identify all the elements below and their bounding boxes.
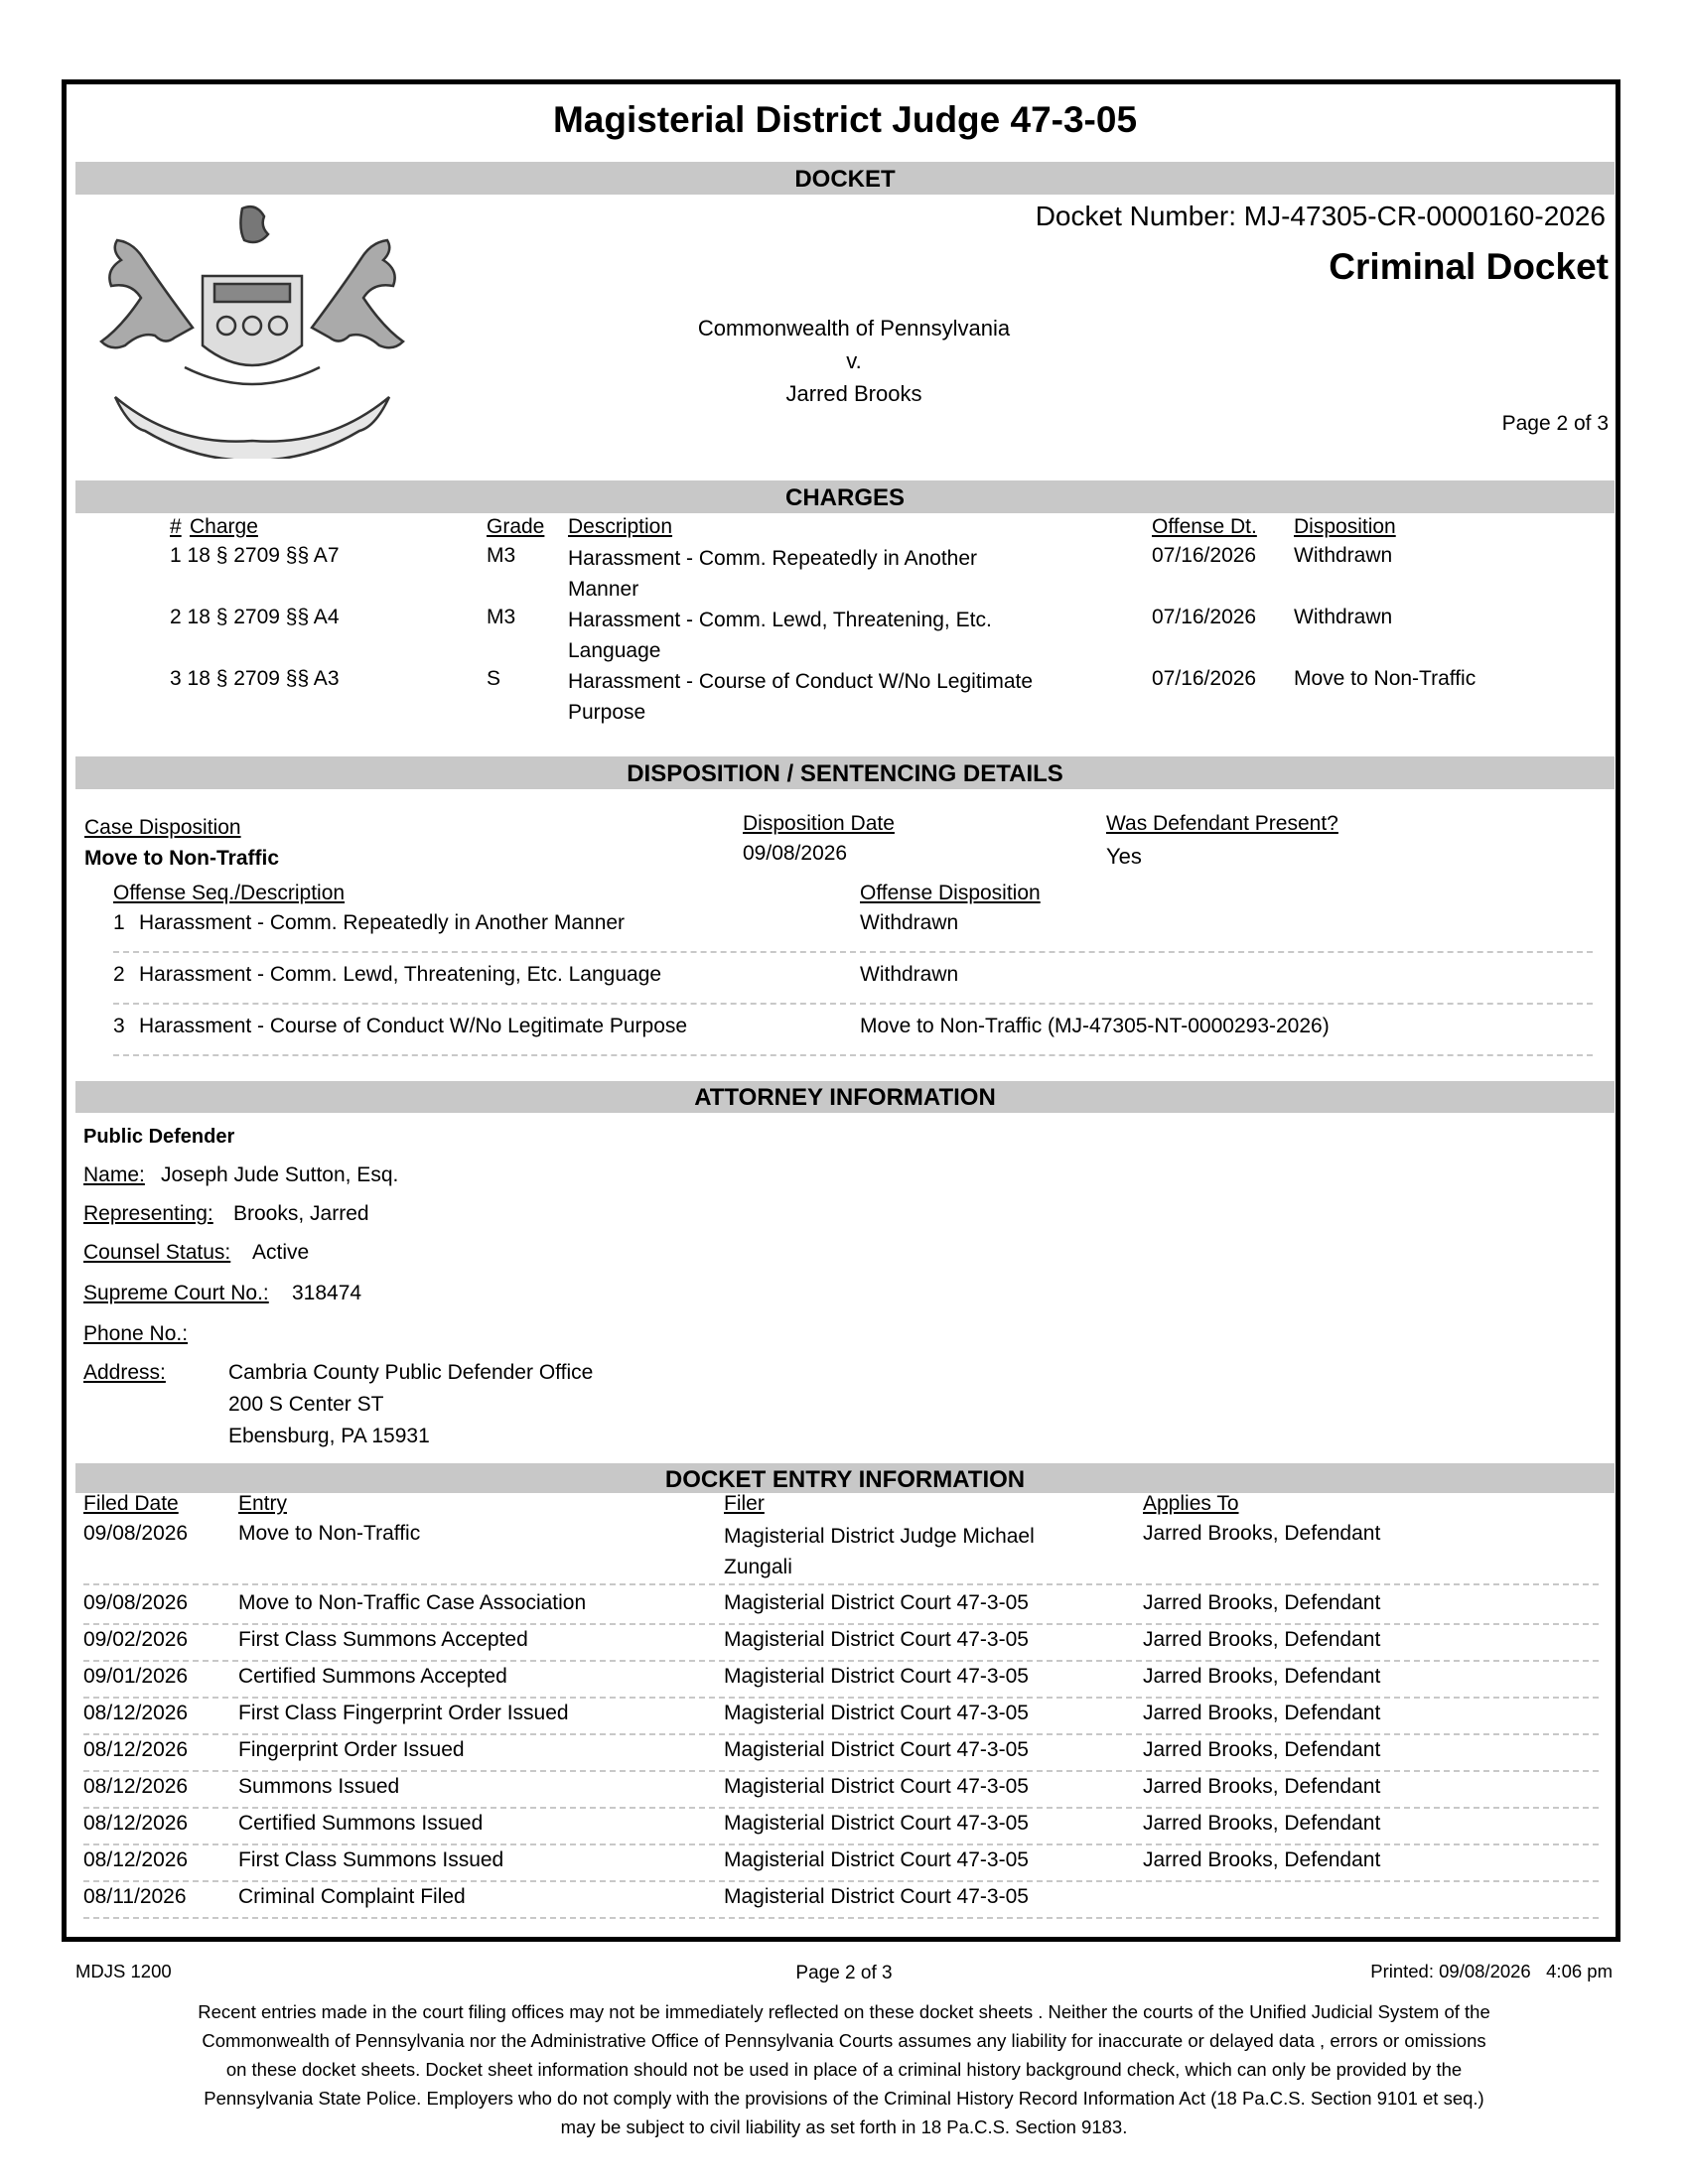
- entry-filed-date: 08/12/2026: [83, 1702, 189, 1724]
- address-label: Address:: [83, 1361, 166, 1384]
- form-number: MDJS 1200: [75, 1961, 172, 1981]
- offense-disposition: Move to Non-Traffic (MJ-47305-NT-0000293-2026): [860, 1015, 1330, 1037]
- offense-seq: 2: [113, 963, 125, 986]
- entry-description: Summons Issued: [238, 1775, 400, 1798]
- representing-value: Brooks, Jarred: [233, 1202, 369, 1225]
- row-divider: [113, 951, 1593, 953]
- entry-applies-to: Jarred Brooks, Defendant: [1143, 1848, 1381, 1871]
- offense-disposition: Withdrawn: [860, 963, 959, 986]
- court-title: Magisterial District Judge 47-3-05: [552, 99, 1138, 140]
- row-divider: [83, 1880, 1599, 1882]
- disclaimer-line: on these docket sheets. Docket sheet information should not be used in place of a criminal history background check, which can only be provided by the: [225, 2059, 1463, 2080]
- disclaimer-line: Commonwealth of Pennsylvania nor the Administrative Office of Pennsylvania Courts assumes any liability for inaccurate or delayed data , errors or omissions: [202, 2030, 1486, 2051]
- row-divider: [83, 1917, 1599, 1919]
- charge-disposition: Move to Non-Traffic: [1294, 667, 1477, 690]
- entry-applies-to: Jarred Brooks, Defendant: [1143, 1702, 1381, 1724]
- row-divider: [83, 1583, 1599, 1585]
- entry-filer: Magisterial District Court 47-3-05: [724, 1812, 1029, 1835]
- entry-description: Move to Non-Traffic Case Association: [238, 1591, 587, 1614]
- entry-description: Move to Non-Traffic: [238, 1522, 421, 1545]
- entry-filed-date: 08/12/2026: [83, 1848, 189, 1871]
- charge-description: Harassment - Course of Conduct W/No Legitimate: [568, 670, 1034, 693]
- supreme-court-no-value: 318474: [292, 1282, 362, 1304]
- charges-header-disposition: Disposition: [1294, 515, 1396, 538]
- docket-entry-section-title: DOCKET ENTRY INFORMATION: [75, 1463, 1615, 1493]
- charge-description-cont: Manner: [568, 578, 639, 601]
- disclaimer: [129, 1997, 1559, 2141]
- attorney-name-label: Name:: [83, 1163, 145, 1186]
- entry-filer: Magisterial District Court 47-3-05: [724, 1591, 1029, 1614]
- offense-seq: 1: [113, 911, 125, 934]
- row-divider: [83, 1770, 1599, 1772]
- footer-page: Page 2 of 3: [795, 1963, 893, 1983]
- entry-description: Certified Summons Issued: [238, 1812, 484, 1835]
- entries-header-applies: Applies To: [1143, 1492, 1239, 1515]
- party-plaintiff: Commonwealth of Pennsylvania: [697, 316, 1011, 341]
- defendant-present-value: Yes: [1106, 844, 1142, 869]
- charges-header-num: #: [170, 515, 182, 538]
- row-divider: [113, 1003, 1593, 1005]
- entry-filed-date: 08/12/2026: [83, 1738, 189, 1761]
- phone-label: Phone No.:: [83, 1322, 189, 1345]
- charge-grade: M3: [487, 544, 516, 567]
- charge-grade: S: [487, 667, 501, 690]
- charge-code: 3 18 § 2709 §§ A3: [170, 667, 340, 690]
- charge-description: Harassment - Comm. Lewd, Threatening, Etc.: [568, 609, 992, 631]
- offense-seq-label: Offense Seq./Description: [113, 882, 346, 904]
- entry-filed-date: 08/11/2026: [83, 1885, 187, 1908]
- charges-header-charge: Charge: [190, 515, 258, 538]
- disposition-section-title: DISPOSITION / SENTENCING DETAILS: [75, 756, 1615, 789]
- entry-description: First Class Fingerprint Order Issued: [238, 1702, 569, 1724]
- row-divider: [113, 1054, 1593, 1056]
- entry-filed-date: 09/01/2026: [83, 1665, 189, 1688]
- representing-label: Representing:: [83, 1202, 213, 1225]
- attorney-type: Public Defender: [83, 1126, 235, 1148]
- entry-applies-to: Jarred Brooks, Defendant: [1143, 1665, 1381, 1688]
- charge-code: 2 18 § 2709 §§ A4: [170, 606, 340, 628]
- entry-filer: Magisterial District Court 47-3-05: [724, 1885, 1029, 1908]
- entry-filer: Magisterial District Court 47-3-05: [724, 1848, 1029, 1871]
- offense-description: Harassment - Comm. Lewd, Threatening, Etc. Language: [139, 963, 662, 986]
- entry-filer: Magisterial District Court 47-3-05: [724, 1665, 1029, 1688]
- counsel-status-value: Active: [252, 1241, 310, 1264]
- charges-header-description: Description: [568, 515, 673, 538]
- charge-description-cont: Language: [568, 639, 661, 662]
- charge-grade: M3: [487, 606, 516, 628]
- entry-description: First Class Summons Accepted: [238, 1628, 528, 1651]
- disposition-date-label: Disposition Date: [743, 812, 895, 835]
- entries-header-entry: Entry: [238, 1492, 288, 1515]
- charge-offense-date: 07/16/2026: [1152, 667, 1257, 690]
- pennsylvania-coat-of-arms-icon: [75, 199, 429, 459]
- row-divider: [83, 1843, 1599, 1845]
- offense-disposition-label: Offense Disposition: [860, 882, 1041, 904]
- disclaimer-line: Recent entries made in the court filing offices may not be immediately reflected on these docket sheets . Neither the courts of the Unified Judicial System of the: [198, 2001, 1490, 2022]
- entry-applies-to: Jarred Brooks, Defendant: [1143, 1591, 1381, 1614]
- offense-description: Harassment - Course of Conduct W/No Legitimate Purpose: [139, 1015, 688, 1037]
- entry-description: First Class Summons Issued: [238, 1848, 504, 1871]
- disclaimer-line: Pennsylvania State Police. Employers who do not comply with the provisions of the Criminal History Record Information Act (18 Pa.C.S. Section 9101 et seq.): [204, 2088, 1484, 2109]
- entry-filer: Magisterial District Court 47-3-05: [724, 1775, 1029, 1798]
- offense-seq: 3: [113, 1015, 125, 1037]
- charges-header-grade: Grade: [487, 515, 545, 538]
- charge-code: 1 18 § 2709 §§ A7: [170, 544, 340, 567]
- offense-description: Harassment - Comm. Repeatedly in Another Manner: [139, 911, 626, 934]
- charge-offense-date: 07/16/2026: [1152, 606, 1257, 628]
- charge-description-cont: Purpose: [568, 701, 646, 724]
- entry-description: Criminal Complaint Filed: [238, 1885, 466, 1908]
- entry-filer-cont: Zungali: [724, 1556, 792, 1578]
- disposition-date-value: 09/08/2026: [743, 842, 848, 865]
- entry-applies-to: Jarred Brooks, Defendant: [1143, 1775, 1381, 1798]
- entry-description: Certified Summons Accepted: [238, 1665, 507, 1688]
- charge-description: Harassment - Comm. Repeatedly in Another: [568, 547, 978, 570]
- case-disposition-label: Case Disposition: [84, 816, 241, 839]
- entries-header-filed: Filed Date: [83, 1492, 179, 1515]
- supreme-court-no-label: Supreme Court No.:: [83, 1282, 269, 1304]
- entry-filed-date: 08/12/2026: [83, 1812, 189, 1835]
- row-divider: [83, 1623, 1599, 1625]
- address-line-2: 200 S Center ST: [228, 1393, 384, 1416]
- charge-disposition: Withdrawn: [1294, 606, 1393, 628]
- entry-applies-to: Jarred Brooks, Defendant: [1143, 1812, 1381, 1835]
- entry-applies-to: Jarred Brooks, Defendant: [1143, 1522, 1381, 1545]
- row-divider: [83, 1697, 1599, 1699]
- attorney-name: Joseph Jude Sutton, Esq.: [161, 1163, 399, 1186]
- charges-header-offense-date: Offense Dt.: [1152, 515, 1257, 538]
- entry-filed-date: 09/08/2026: [83, 1522, 189, 1545]
- versus: v.: [846, 348, 862, 373]
- disclaimer-line: may be subject to civil liability as set forth in 18 Pa.C.S. Section 9183.: [560, 2116, 1128, 2137]
- row-divider: [83, 1733, 1599, 1735]
- docket-bar: DOCKET: [75, 162, 1615, 195]
- entry-applies-to: Jarred Brooks, Defendant: [1143, 1628, 1381, 1651]
- address-line-1: Cambria County Public Defender Office: [228, 1361, 594, 1384]
- charge-offense-date: 07/16/2026: [1152, 544, 1257, 567]
- case-disposition-value: Move to Non-Traffic: [84, 847, 280, 870]
- entry-filer: Magisterial District Court 47-3-05: [724, 1628, 1029, 1651]
- printed-timestamp: Printed: 09/08/2026 4:06 pm: [1370, 1961, 1613, 1981]
- row-divider: [83, 1807, 1599, 1809]
- docket-type: Criminal Docket: [1329, 246, 1609, 287]
- entry-filed-date: 09/02/2026: [83, 1628, 189, 1651]
- offense-disposition: Withdrawn: [860, 911, 959, 934]
- row-divider: [83, 1660, 1599, 1662]
- entry-filed-date: 09/08/2026: [83, 1591, 189, 1614]
- entries-header-filer: Filer: [724, 1492, 765, 1515]
- entry-description: Fingerprint Order Issued: [238, 1738, 465, 1761]
- attorney-section-title: ATTORNEY INFORMATION: [75, 1081, 1615, 1113]
- address-line-3: Ebensburg, PA 15931: [228, 1425, 430, 1447]
- charge-disposition: Withdrawn: [1294, 544, 1393, 567]
- entry-filer: Magisterial District Judge Michael: [724, 1525, 1035, 1548]
- entry-filer: Magisterial District Court 47-3-05: [724, 1702, 1029, 1724]
- party-defendant: Jarred Brooks: [785, 381, 922, 406]
- entry-filed-date: 08/12/2026: [83, 1775, 189, 1798]
- page-indicator: Page 2 of 3: [1501, 412, 1609, 435]
- docket-number: Docket Number: MJ-47305-CR-0000160-2026: [1035, 201, 1606, 231]
- entry-filer: Magisterial District Court 47-3-05: [724, 1738, 1029, 1761]
- counsel-status-label: Counsel Status:: [83, 1241, 231, 1264]
- entry-applies-to: Jarred Brooks, Defendant: [1143, 1738, 1381, 1761]
- defendant-present-label: Was Defendant Present?: [1106, 812, 1338, 835]
- charges-section-title: CHARGES: [75, 480, 1615, 513]
